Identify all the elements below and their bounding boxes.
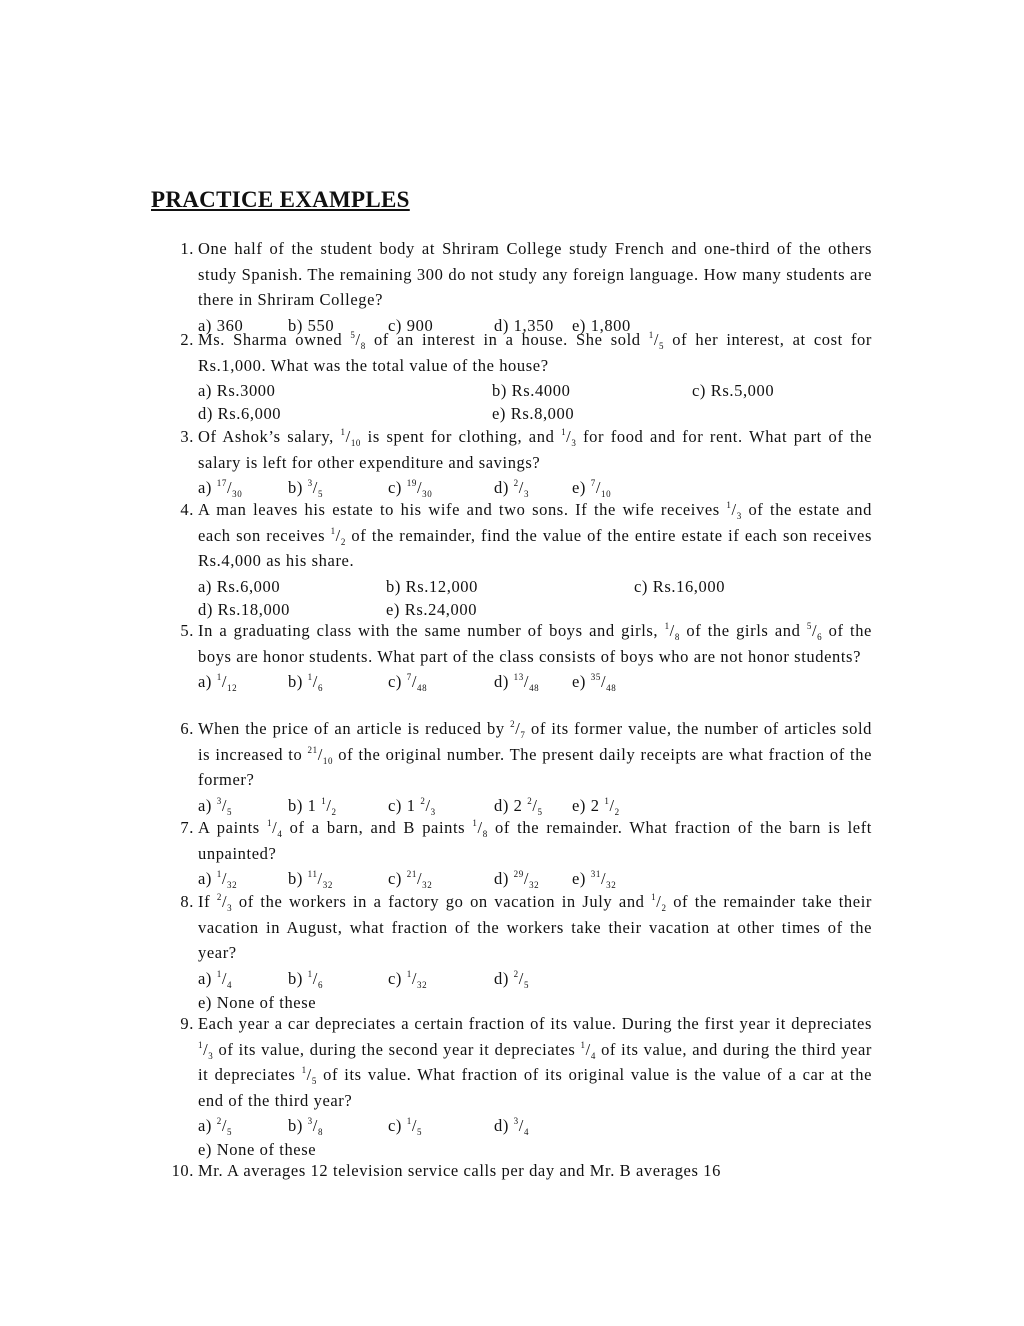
question-text: In a graduating class with the same number of boys and girls, $^1/_8$ of the girls and $^5/_6$ of the boys are honor students. What part of the class consists of boys who are not honor students? [198,621,872,666]
option-fraction: $^3/_5$ [307,478,324,499]
answer-options [198,1113,872,1136]
option-fraction: $^2/_5$ [527,795,543,817]
answer-options [198,401,872,424]
question-text: When the price of an article is reduced by $^2/_7$ of its former value, the number of articles sold is increased to $^{21}/_{10}$ of the original number. The present daily receipts are what fraction of the former? [198,719,872,789]
question-text: If $^2/_3$ of the workers in a factory go on vacation in July and $^1/_2$ of the remainder take their vacation in August, what fraction of the workers take their vacation at other times of the year? [198,892,872,962]
answer-option-extra: e) None of these [198,1140,317,1159]
option-fraction: $^3/_5$ [216,795,233,817]
answer-option: a) $^3/_5$ [198,795,233,817]
answer-option: a) $^2/_5$ [198,1116,233,1137]
fraction: $^2/_7$ [510,719,526,740]
answer-option: b) $^3/_5$ [288,478,324,499]
question-4 [180,497,873,620]
answer-options [198,966,872,989]
question-number: 4. [180,500,194,519]
answer-options [198,378,872,401]
answer-option: d) Rs.18,000 [198,599,290,619]
option-fraction: $^7/_{48}$ [406,672,428,693]
question-number: 8. [180,892,194,911]
answer-option: b) 550 [288,315,335,335]
answer-option: a) $^1/_4$ [198,968,233,990]
answer-option: c) $^{21}/_{32}$ [388,869,433,890]
answer-option: e) Rs.24,000 [386,599,478,619]
answer-options [198,574,872,597]
answer-option: d) 2 $^2/_5$ [494,795,543,817]
fraction: $^1/_8$ [472,818,488,839]
question-number: 9. [180,1014,194,1033]
answer-option: c) Rs.5,000 [692,381,775,400]
fraction: $^1/_8$ [664,621,680,642]
question-7 [180,815,872,890]
answer-option: e) $^{31}/_{32}$ [572,869,617,890]
option-fraction: $^3/_4$ [513,1116,530,1137]
answer-option: e) Rs.8,000 [492,404,575,423]
question-text: A man leaves his estate to his wife and two sons. If the wife receives $^1/_3$ of the estate and each son receives $^1/_2$ of the remainder, find the value of the entire estate if each son receives Rs.4,000 as his share. [198,500,873,570]
question-text: Ms. Sharma owned $^5/_8$ of an interest in a house. She sold $^1/_5$ of her interest, at cost for Rs.1,000. What was the total value of the house? [198,330,872,375]
answer-options [198,866,872,889]
answer-option: e) 2 $^1/_2$ [572,795,620,817]
fraction: $^1/_3$ [198,1039,214,1061]
answer-options [198,669,872,692]
answer-option-extra: e) None of these [198,992,317,1012]
question-9 [180,1011,872,1160]
question-number: 1. [180,239,194,258]
option-fraction: $^{19}/_{30}$ [406,478,433,499]
question-number: 6. [180,719,194,738]
answer-option: e) $^{35}/_{48}$ [572,672,617,693]
option-fraction: $^2/_5$ [216,1116,233,1137]
option-fraction: $^{35}/_{48}$ [590,672,617,693]
answer-option: e) $^7/_{10}$ [572,478,612,499]
question-text: A paints $^1/_4$ of a barn, and B paints $^1/_8$ of the remainder. What fraction of the barn is left unpainted? [198,818,872,863]
option-fraction: $^2/_3$ [420,795,436,817]
option-fraction: $^1/_5$ [406,1116,423,1137]
answer-option: b) $^3/_8$ [288,1116,324,1137]
option-fraction: $^1/_2$ [604,795,620,817]
answer-option: c) $^1/_{32}$ [388,968,428,990]
fraction: $^5/_8$ [350,330,366,351]
question-2 [180,327,872,424]
fraction: $^1/_5$ [301,1065,317,1086]
answer-option: c) $^{19}/_{30}$ [388,478,433,499]
question-number: 10. [171,1161,194,1180]
answer-option: d) $^2/_5$ [494,968,530,990]
option-fraction: $^1/_6$ [307,968,324,990]
answer-option: a) $^{17}/_{30}$ [198,478,243,499]
question-5 [180,618,872,693]
answer-option: d) 1,350 [494,315,554,335]
fraction: $^1/_{10}$ [340,427,362,448]
answer-options [198,597,872,620]
answer-option: d) Rs.6,000 [198,404,282,423]
page-heading: PRACTICE EXAMPLES [151,187,410,212]
answer-option: a) Rs.3000 [198,381,276,400]
answer-options [198,475,872,498]
option-fraction: $^1/_{12}$ [216,672,238,693]
option-fraction: $^2/_5$ [513,968,530,990]
option-fraction: $^{31}/_{32}$ [590,869,617,890]
option-fraction: $^1/_{32}$ [406,968,428,990]
question-1 [180,236,872,336]
question-8 [180,889,872,1013]
option-fraction: $^{29}/_{32}$ [513,869,540,890]
question-text: Each year a car depreciates a certain fraction of its value. During the first year it depreciates $^1/_3$ of its value, during the second year it depreciates $^1/_4$ of its value, and during the third year it depreciates $^1/_5$ of its value. What fraction of its original value is the value of a car at the end of the third year? [198,1014,872,1110]
fraction: $^1/_3$ [561,427,577,448]
option-fraction: $^1/_6$ [307,672,324,693]
question-6 [180,716,872,817]
option-fraction: $^1/_2$ [321,795,337,817]
answer-option: d) $^{29}/_{32}$ [494,869,540,890]
fraction: $^1/_4$ [267,818,283,839]
answer-option: b) 1 $^1/_2$ [288,795,337,817]
option-fraction: $^{11}/_{32}$ [307,869,333,890]
fraction: $^1/_3$ [726,500,742,521]
question-10 [171,1158,872,1184]
answer-option: b) $^1/_6$ [288,968,324,990]
option-fraction: $^1/_{32}$ [216,869,238,890]
fraction: $^1/_2$ [651,892,667,913]
question-number: 7. [180,818,194,837]
option-fraction: $^{13}/_{48}$ [513,672,540,693]
answer-option: b) Rs.12,000 [386,576,478,596]
answer-option: c) $^1/_5$ [388,1116,423,1137]
question-number: 5. [180,621,194,640]
answer-option: b) Rs.4000 [492,381,571,400]
question-text: Of Ashok’s salary, $^1/_{10}$ is spent for clothing, and $^1/_3$ for food and for rent. What part of the salary is left for other expenditure and savings? [198,427,872,472]
answer-option: b) $^{11}/_{32}$ [288,869,333,890]
fraction: $^1/_4$ [580,1039,596,1061]
option-fraction: $^3/_8$ [307,1116,324,1137]
option-fraction: $^7/_{10}$ [590,478,612,499]
option-fraction: $^2/_3$ [513,478,530,499]
option-fraction: $^{17}/_{30}$ [216,478,243,499]
answer-option: a) $^1/_{12}$ [198,672,238,693]
answer-option: c) 900 [388,315,434,335]
fraction: $^5/_6$ [806,621,823,642]
question-3 [180,424,872,499]
question-text: Mr. A averages 12 television service calls per day and Mr. B averages 16 [198,1161,721,1180]
answer-option: d) $^{13}/_{48}$ [494,672,540,693]
answer-option: c) $^7/_{48}$ [388,672,428,693]
answer-option: b) $^1/_6$ [288,672,324,693]
question-number: 2. [180,330,194,349]
answer-options [198,793,872,816]
fraction: $^1/_5$ [648,330,665,351]
fraction: $^{21}/_{10}$ [307,744,334,766]
answer-option: a) 360 [198,315,244,335]
answer-option: c) Rs.16,000 [634,576,726,596]
answer-option: e) 1,800 [572,315,631,335]
answer-option: d) $^2/_3$ [494,478,530,499]
question-number: 3. [180,427,194,446]
option-fraction: $^{21}/_{32}$ [406,869,433,890]
fraction: $^2/_3$ [216,892,233,913]
option-fraction: $^1/_4$ [216,968,233,990]
question-text: One half of the student body at Shriram College study French and one-third of the others study Spanish. The remaining 300 do not study any foreign language. How many students are there in Shriram College? [198,239,872,309]
answer-option: a) $^1/_{32}$ [198,869,238,890]
answer-option: a) Rs.6,000 [198,576,281,596]
fraction: $^1/_2$ [330,525,346,547]
answer-option: c) 1 $^2/_3$ [388,795,436,817]
answer-option: d) $^3/_4$ [494,1116,530,1137]
